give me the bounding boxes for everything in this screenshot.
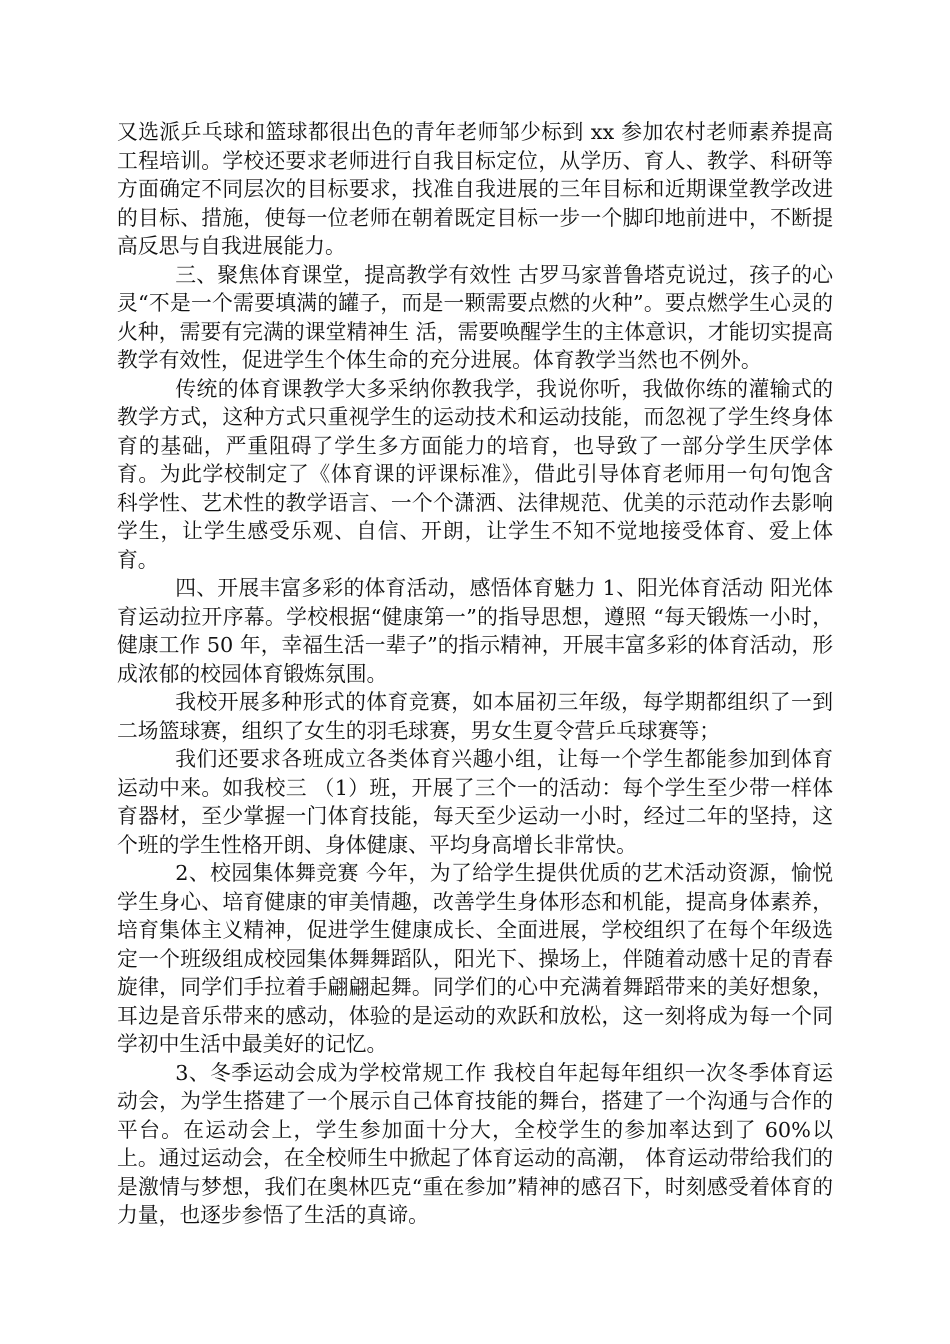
paragraph-dance-competition: 2、校园集体舞竞赛 今年，为了给学生提供优质的艺术活动资源，愉悦学生身心、培育健康的审美情趣，改善学生身体形态和机能，提高身体素养，培育集体主义精神，促进学生健康成长、全面进展，学校组织了在每个年级选定一个班级组成校园集体舞舞蹈队，阳光下、操场上，伴随着动感十足的青春旋律，同学们手拉着手翩翩起舞。同学们的心中充满着舞蹈带来的美好想象，耳边是音乐带来的感动，体验的是运动的欢跃和放松，这一刻将成为每一个同学初中生活中最美好的记忆。 <box>117 861 833 1056</box>
paragraph-section-four: 四、开展丰富多彩的体育活动，感悟体育魅力 1、阳光体育活动 阳光体育运动拉开序幕。学校根据“健康第一”的指导思想，遵照 “每天锻炼一小时，健康工作 50 年，幸福生活一辈子”的指示精神，开展丰富多彩的体育活动，形成浓郁的校园体育锻炼氛围。 <box>117 576 833 686</box>
paragraph-section-three: 三、聚焦体育课堂，提高教学有效性 古罗马家普鲁塔克说过，孩子的心灵“不是一个需要填满的罐子，而是一颗需要点燃的火种”。要点燃学生心灵的火种，需要有完满的课堂精神生 活，需要唤醒学生的主体意识，才能切实提高教学有效性，促进学生个体生命的充分进展。体育教学当然也不例外。 <box>117 262 833 372</box>
paragraph-interest-groups: 我们还要求各班成立各类体育兴趣小组，让每一个学生都能参加到体育运动中来。如我校三 （1）班，开展了三个一的活动：每个学生至少带一样体育器材，至少掌握一门体育技能，每天至少运动一小时，经过二年的坚持，这个班的学生性格开朗、身体健康、平均身高增长非常快。 <box>117 747 833 857</box>
paragraph-competitions: 我校开展多种形式的体育竞赛，如本届初三年级，每学期都组织了一到二场篮球赛，组织了女生的羽毛球赛，男女生夏令营乒乓球赛等； <box>117 690 833 743</box>
paragraph-teacher-training: 又选派乒乓球和篮球都很出色的青年老师邹少标到 xx 参加农村老师素养提高工程培训。学校还要求老师进行自我目标定位，从学历、育人、教学、科研等方面确定不同层次的目标要求，找准自我进展的三年目标和近期课堂教学改进的目标、措施，使每一位老师在朝着既定目标一步一个脚印地前进中，不断提高反思与自我进展能力。 <box>117 120 833 258</box>
paragraph-traditional-teaching: 传统的体育课教学大多采纳你教我学，我说你听，我做你练的灌输式的教学方式，这种方式只重视学生的运动技术和运动技能，而忽视了学生终身体育的基础，严重阻碍了学生多方面能力的培育，也导致了一部分学生厌学体育。为此学校制定了《体育课的评课标准》，借此引导体育老师用一句句饱含科学性、艺术性的教学语言、一个个潇洒、法律规范、优美的示范动作去影响学生，让学生感受乐观、自信、开朗，让学生不知不觉地接受体育、爱上体育。 <box>117 376 833 572</box>
document-body <box>117 118 833 1230</box>
paragraph-winter-sports: 3、冬季运动会成为学校常规工作 我校自年起每年组织一次冬季体育运动会，为学生搭建了一个展示自己体育技能的舞台，搭建了一个沟通与合作的平台。在运动会上，学生参加面十分大，全校学生的参加率达到了 60%以上。通过运动会，在全校师生中掀起了体育运动的高潮， 体育运动带给我们的是激情与梦想，我们在奥林匹克“重在参加”精神的感召下，时刻感受着体育的力量，也逐步参悟了生活的真谛。 <box>117 1060 833 1227</box>
